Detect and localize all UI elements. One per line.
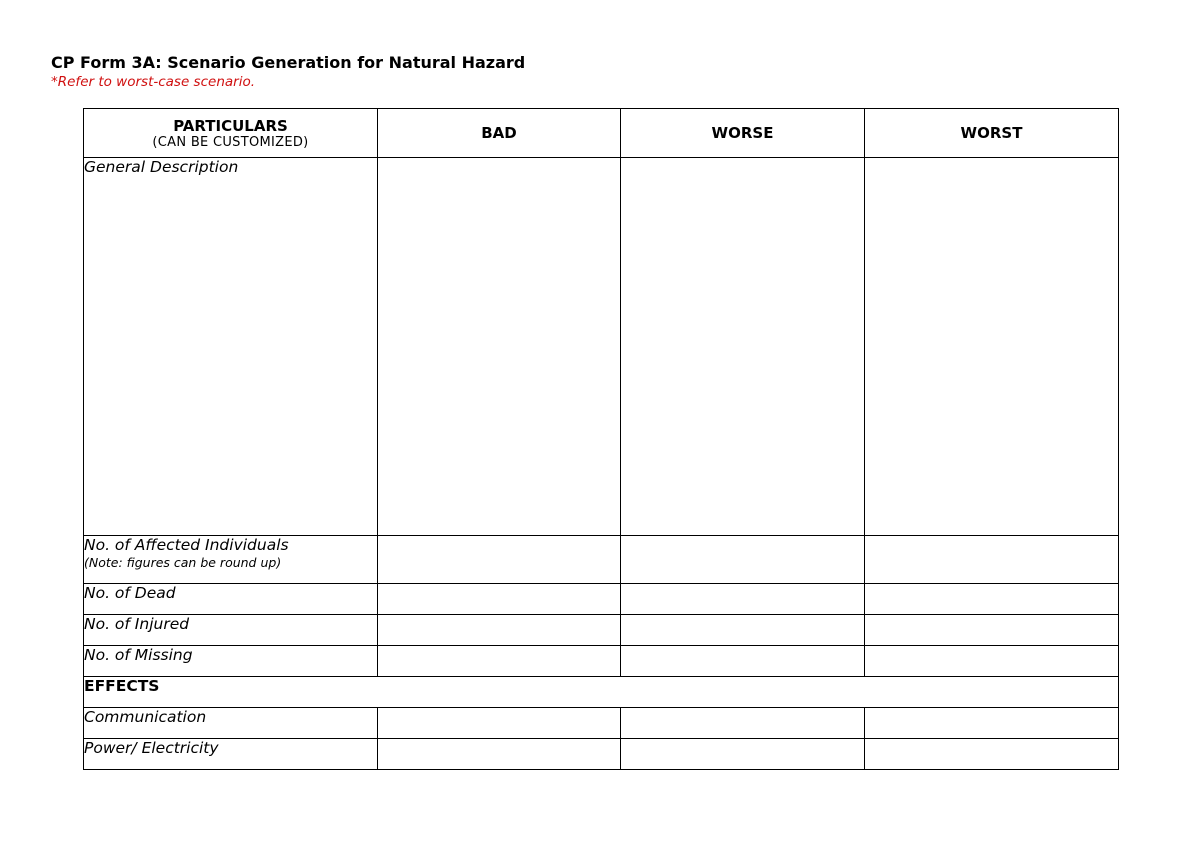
table-row — [84, 158, 1119, 536]
table-row — [84, 584, 1119, 615]
cell-worst-injured[interactable] — [865, 615, 1119, 646]
table-row — [84, 615, 1119, 646]
cell-bad-general-description[interactable] — [378, 158, 621, 536]
row-label-affected-individuals — [84, 536, 378, 584]
row-label-general-description: General Description — [84, 158, 378, 536]
cell-bad-injured[interactable] — [378, 615, 621, 646]
table-row — [84, 677, 1119, 708]
cell-worse-general-description[interactable] — [621, 158, 865, 536]
cell-worse-injured[interactable] — [621, 615, 865, 646]
cell-bad-missing[interactable] — [378, 646, 621, 677]
cell-worst-communication[interactable] — [865, 708, 1119, 739]
row-label-communication: Communication — [84, 708, 378, 739]
cell-bad-communication[interactable] — [378, 708, 621, 739]
table-row — [84, 536, 1119, 584]
header-worse: WORSE — [621, 109, 865, 158]
cell-worst-missing[interactable] — [865, 646, 1119, 677]
header-particulars-sub: (CAN BE CUSTOMIZED) — [152, 134, 309, 150]
cell-worst-dead[interactable] — [865, 584, 1119, 615]
cell-worst-power[interactable] — [865, 739, 1119, 770]
form-title: CP Form 3A: Scenario Generation for Natural Hazard — [51, 53, 526, 72]
cell-bad-affected[interactable] — [378, 536, 621, 584]
cell-bad-dead[interactable] — [378, 584, 621, 615]
cell-worse-power[interactable] — [621, 739, 865, 770]
table-row — [84, 739, 1119, 770]
section-effects: EFFECTS — [84, 677, 1119, 708]
cell-worst-affected[interactable] — [865, 536, 1119, 584]
row-label-injured: No. of Injured — [84, 615, 378, 646]
header-particulars — [84, 109, 378, 158]
affected-individuals-label: No. of Affected Individuals — [84, 536, 289, 554]
row-label-dead: No. of Dead — [84, 584, 378, 615]
header-worst: WORST — [865, 109, 1119, 158]
row-label-missing: No. of Missing — [84, 646, 378, 677]
cell-worst-general-description[interactable] — [865, 158, 1119, 536]
header-bad: BAD — [378, 109, 621, 158]
table-row — [84, 708, 1119, 739]
worst-case-note: *Refer to worst-case scenario. — [51, 74, 255, 90]
header-particulars-label: PARTICULARS — [173, 116, 288, 135]
row-label-power: Power/ Electricity — [84, 739, 378, 770]
cell-bad-power[interactable] — [378, 739, 621, 770]
cell-worse-missing[interactable] — [621, 646, 865, 677]
cell-worse-affected[interactable] — [621, 536, 865, 584]
cell-worse-communication[interactable] — [621, 708, 865, 739]
scenario-table — [83, 108, 1119, 770]
table-row — [84, 646, 1119, 677]
affected-individuals-note: (Note: figures can be round up) — [84, 555, 282, 570]
table-header-row — [84, 109, 1119, 158]
cell-worse-dead[interactable] — [621, 584, 865, 615]
